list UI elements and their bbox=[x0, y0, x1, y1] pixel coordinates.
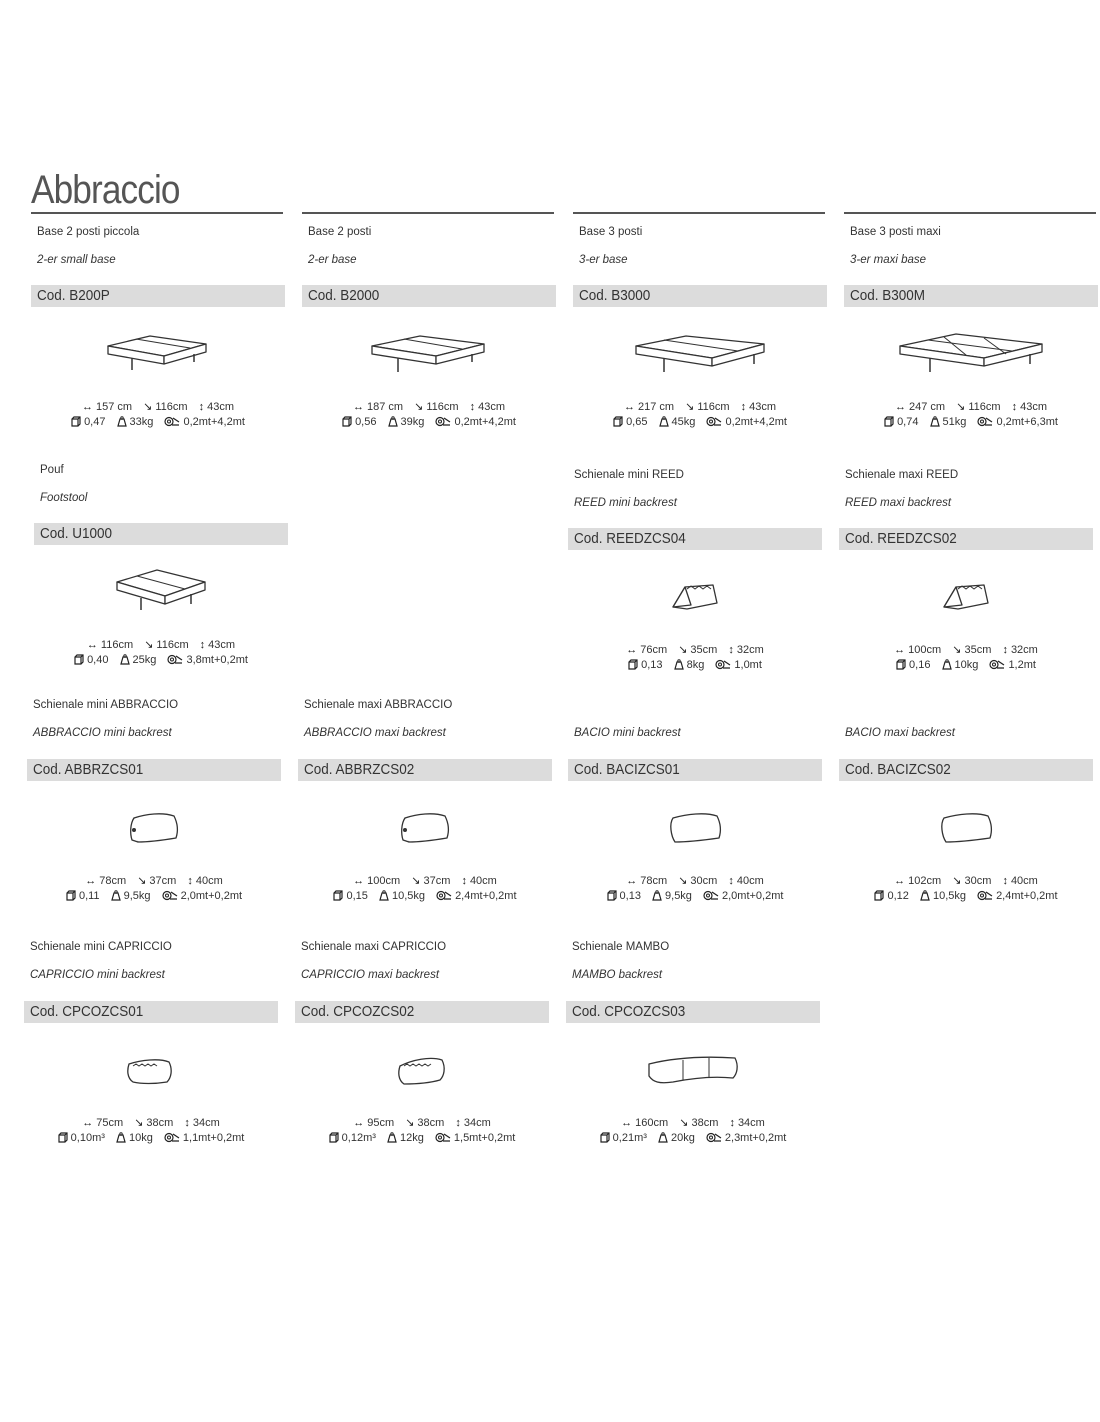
product-name: Schienale mini CAPRICCIO bbox=[30, 941, 172, 953]
product-illustration bbox=[568, 793, 822, 863]
product-card bbox=[27, 699, 283, 929]
product-illustration bbox=[31, 319, 285, 389]
depth-arrow-icon: ↘ bbox=[678, 875, 688, 887]
weight-icon bbox=[659, 416, 669, 427]
height-value: 34cm bbox=[192, 1117, 220, 1129]
product-illustration bbox=[27, 793, 281, 863]
volume-value: 0,13 bbox=[619, 890, 641, 902]
depth-value: 116cm bbox=[426, 401, 459, 413]
weight-icon bbox=[674, 659, 684, 670]
depth-value: 116cm bbox=[155, 401, 188, 413]
depth-value: 37cm bbox=[423, 875, 451, 887]
weight-value: 10,5kg bbox=[391, 890, 425, 902]
width-value: 76cm bbox=[640, 644, 668, 656]
volume-icon bbox=[342, 416, 352, 427]
package-roll-icon bbox=[977, 890, 993, 901]
depth-value: 37cm bbox=[149, 875, 177, 887]
dimensions-row bbox=[839, 643, 1093, 656]
product-subtitle: CAPRICCIO mini backrest bbox=[30, 969, 165, 981]
height-arrow-icon: ↕ bbox=[187, 875, 193, 887]
product-code-bar bbox=[31, 285, 285, 307]
dimensions-row bbox=[34, 638, 288, 651]
product-subtitle: MAMBO backrest bbox=[572, 969, 663, 981]
width-value: 157 cm bbox=[95, 401, 133, 413]
width-value: 100cm bbox=[367, 875, 401, 887]
volume-value: 0,12 bbox=[887, 890, 909, 902]
product-code-bar bbox=[568, 528, 822, 550]
product-name: Base 2 posti piccola bbox=[37, 226, 140, 238]
volume-value: 0,10m³ bbox=[70, 1132, 105, 1144]
product-subtitle: CAPRICCIO maxi backrest bbox=[301, 969, 440, 981]
height-arrow-icon: ↕ bbox=[184, 1117, 190, 1129]
depth-arrow-icon: ↘ bbox=[405, 1117, 415, 1129]
product-illustration bbox=[839, 562, 1093, 632]
product-illustration bbox=[573, 319, 827, 389]
product-code-bar bbox=[24, 1001, 278, 1023]
weight-icon bbox=[920, 890, 930, 901]
width-arrow-icon: ↔ bbox=[626, 644, 638, 656]
width-arrow-icon: ↔ bbox=[352, 401, 364, 413]
product-card bbox=[302, 226, 558, 456]
height-arrow-icon: ↕ bbox=[728, 644, 734, 656]
product-code-bar bbox=[844, 285, 1098, 307]
volume-value: 0,11 bbox=[78, 890, 100, 902]
package-value: 2,0mt+0,2mt bbox=[722, 890, 784, 902]
package-roll-icon bbox=[435, 1132, 451, 1143]
product-code: Cod. U1000 bbox=[40, 525, 113, 542]
package-value: 2,4mt+0,2mt bbox=[996, 890, 1058, 902]
depth-value: 38cm bbox=[146, 1117, 174, 1129]
product-code-bar bbox=[839, 528, 1093, 550]
width-arrow-icon: ↔ bbox=[626, 875, 638, 887]
product-card bbox=[844, 226, 1100, 456]
product-card bbox=[839, 699, 1095, 929]
height-arrow-icon: ↕ bbox=[461, 875, 467, 887]
volume-value: 0,65 bbox=[626, 416, 648, 428]
volume-icon bbox=[600, 1132, 610, 1143]
product-name: Pouf bbox=[40, 464, 64, 476]
height-value: 34cm bbox=[737, 1117, 765, 1129]
product-code-bar bbox=[568, 759, 822, 781]
dimensions-row bbox=[31, 400, 285, 413]
package-value: 2,3mt+0,2mt bbox=[724, 1132, 787, 1144]
package-value: 3,8mt+0,2mt bbox=[186, 654, 248, 666]
volume-icon bbox=[66, 890, 76, 901]
product-name: Schienale maxi REED bbox=[845, 469, 959, 481]
product-card bbox=[31, 226, 287, 456]
product-code: Cod. BACIZCS01 bbox=[574, 761, 680, 778]
volume-icon bbox=[628, 659, 638, 670]
weight-value: 51kg bbox=[942, 416, 967, 428]
product-code: Cod. CPCOZCS01 bbox=[30, 1003, 144, 1020]
product-code: Cod. ABBRZCS02 bbox=[304, 761, 415, 778]
package-value: 0,2mt+4,2mt bbox=[725, 416, 787, 428]
depth-arrow-icon: ↘ bbox=[956, 401, 966, 413]
volume-icon bbox=[874, 890, 884, 901]
volume-value: 0,74 bbox=[897, 416, 919, 428]
title-rule bbox=[31, 212, 283, 214]
packaging-row bbox=[302, 416, 556, 428]
depth-arrow-icon: ↘ bbox=[134, 1117, 144, 1129]
product-illustration bbox=[839, 793, 1093, 863]
weight-value: 8kg bbox=[686, 659, 705, 671]
dimensions-row bbox=[839, 874, 1093, 887]
packaging-row bbox=[298, 890, 552, 902]
product-card bbox=[34, 464, 290, 694]
dimensions-row bbox=[27, 874, 281, 887]
dimensions-row bbox=[573, 400, 827, 413]
height-value: 40cm bbox=[195, 875, 223, 887]
dimensions-row bbox=[295, 1116, 549, 1129]
packaging-row bbox=[566, 1132, 820, 1144]
weight-icon bbox=[116, 1132, 126, 1143]
volume-value: 0,15 bbox=[346, 890, 368, 902]
package-roll-icon bbox=[977, 416, 993, 427]
package-value: 2,4mt+0,2mt bbox=[455, 890, 517, 902]
weight-value: 33kg bbox=[129, 416, 154, 428]
weight-icon bbox=[942, 659, 952, 670]
height-value: 34cm bbox=[463, 1117, 491, 1129]
product-subtitle: 3-er maxi base bbox=[850, 254, 927, 266]
depth-arrow-icon: ↘ bbox=[137, 875, 147, 887]
depth-arrow-icon: ↘ bbox=[144, 639, 154, 651]
packaging-row bbox=[24, 1132, 278, 1144]
weight-value: 25kg bbox=[132, 654, 157, 666]
height-arrow-icon: ↕ bbox=[729, 1117, 735, 1129]
product-code-bar bbox=[573, 285, 827, 307]
packaging-row bbox=[568, 659, 822, 671]
width-arrow-icon: ↔ bbox=[85, 875, 97, 887]
package-value: 1,2mt bbox=[1008, 659, 1036, 671]
weight-icon bbox=[387, 1132, 397, 1143]
depth-value: 116cm bbox=[968, 401, 1001, 413]
width-value: 75cm bbox=[96, 1117, 124, 1129]
product-subtitle: ABBRACCIO mini backrest bbox=[33, 727, 172, 739]
product-illustration bbox=[34, 557, 288, 627]
width-arrow-icon: ↔ bbox=[621, 1117, 633, 1129]
package-roll-icon bbox=[703, 890, 719, 901]
product-subtitle: BACIO maxi backrest bbox=[845, 727, 955, 739]
depth-arrow-icon: ↘ bbox=[952, 644, 962, 656]
volume-icon bbox=[74, 654, 84, 665]
product-code-bar bbox=[298, 759, 552, 781]
width-arrow-icon: ↔ bbox=[894, 875, 906, 887]
width-value: 78cm bbox=[640, 875, 668, 887]
product-card bbox=[839, 469, 1095, 699]
product-card bbox=[24, 941, 280, 1171]
volume-value: 0,40 bbox=[87, 654, 109, 666]
volume-icon bbox=[71, 416, 81, 427]
volume-value: 0,12m³ bbox=[341, 1132, 376, 1144]
product-subtitle: REED mini backrest bbox=[574, 497, 677, 509]
packaging-row bbox=[568, 890, 822, 902]
package-value: 1,0mt bbox=[734, 659, 762, 671]
dimensions-row bbox=[302, 400, 556, 413]
depth-arrow-icon: ↘ bbox=[143, 401, 153, 413]
depth-arrow-icon: ↘ bbox=[414, 401, 424, 413]
volume-value: 0,13 bbox=[641, 659, 663, 671]
product-subtitle: 2-er base bbox=[308, 254, 357, 266]
product-illustration bbox=[298, 793, 552, 863]
package-roll-icon bbox=[162, 890, 178, 901]
product-card bbox=[295, 941, 551, 1171]
product-subtitle: BACIO mini backrest bbox=[574, 727, 681, 739]
height-value: 43cm bbox=[207, 401, 235, 413]
volume-icon bbox=[329, 1132, 339, 1143]
product-code: Cod. REEDZCS02 bbox=[845, 530, 957, 547]
width-value: 95cm bbox=[367, 1117, 395, 1129]
product-code-bar bbox=[566, 1001, 820, 1023]
dimensions-row bbox=[298, 874, 552, 887]
depth-arrow-icon: ↘ bbox=[685, 401, 695, 413]
width-arrow-icon: ↔ bbox=[353, 875, 365, 887]
title-rule bbox=[302, 212, 554, 214]
width-value: 217 cm bbox=[637, 401, 675, 413]
volume-icon bbox=[896, 659, 906, 670]
width-value: 247 cm bbox=[908, 401, 946, 413]
volume-value: 0,21m³ bbox=[612, 1132, 647, 1144]
product-code-bar bbox=[302, 285, 556, 307]
depth-value: 30cm bbox=[964, 875, 992, 887]
height-arrow-icon: ↕ bbox=[198, 401, 205, 413]
weight-value: 10kg bbox=[954, 659, 979, 671]
packaging-row bbox=[34, 654, 288, 666]
product-code: Cod. CPCOZCS02 bbox=[301, 1003, 415, 1020]
product-code-bar bbox=[839, 759, 1093, 781]
depth-arrow-icon: ↘ bbox=[952, 875, 962, 887]
height-value: 40cm bbox=[736, 875, 764, 887]
product-card bbox=[573, 226, 829, 456]
volume-value: 0,56 bbox=[355, 416, 377, 428]
weight-value: 10kg bbox=[128, 1132, 153, 1144]
package-value: 1,5mt+0,2mt bbox=[453, 1132, 516, 1144]
product-subtitle: Footstool bbox=[40, 492, 88, 504]
page-title: Abbraccio bbox=[31, 168, 180, 212]
product-name: Schienale mini REED bbox=[574, 469, 684, 481]
packaging-row bbox=[573, 416, 827, 428]
width-value: 116cm bbox=[100, 639, 134, 651]
weight-value: 9,5kg bbox=[123, 890, 151, 902]
package-roll-icon bbox=[167, 654, 183, 665]
product-illustration bbox=[844, 319, 1098, 389]
height-value: 43cm bbox=[208, 639, 236, 651]
volume-icon bbox=[884, 416, 894, 427]
height-arrow-icon: ↕ bbox=[1002, 644, 1008, 656]
volume-icon bbox=[607, 890, 617, 901]
package-roll-icon bbox=[706, 1132, 722, 1143]
product-card bbox=[568, 699, 824, 929]
height-value: 40cm bbox=[1010, 875, 1038, 887]
product-subtitle: ABBRACCIO maxi backrest bbox=[304, 727, 446, 739]
packaging-row bbox=[31, 416, 285, 428]
product-name: Base 3 posti maxi bbox=[850, 226, 941, 238]
product-illustration bbox=[568, 562, 822, 632]
package-roll-icon bbox=[715, 659, 731, 670]
volume-value: 0,16 bbox=[909, 659, 931, 671]
product-code-bar bbox=[27, 759, 281, 781]
depth-arrow-icon: ↘ bbox=[411, 875, 421, 887]
product-code: Cod. B3000 bbox=[579, 287, 651, 304]
package-roll-icon bbox=[164, 1132, 180, 1143]
width-arrow-icon: ↔ bbox=[623, 401, 635, 413]
width-arrow-icon: ↔ bbox=[353, 1117, 365, 1129]
volume-icon bbox=[613, 416, 623, 427]
product-code: Cod. CPCOZCS03 bbox=[572, 1003, 686, 1020]
package-roll-icon bbox=[435, 416, 451, 427]
width-arrow-icon: ↔ bbox=[894, 644, 906, 656]
package-value: 0,2mt+6,3mt bbox=[996, 416, 1058, 428]
weight-icon bbox=[120, 654, 130, 665]
product-subtitle: 2-er small base bbox=[37, 254, 116, 266]
width-value: 78cm bbox=[99, 875, 127, 887]
weight-icon bbox=[652, 890, 662, 901]
weight-value: 20kg bbox=[670, 1132, 695, 1144]
product-name: Schienale MAMBO bbox=[572, 941, 670, 953]
height-value: 40cm bbox=[469, 875, 497, 887]
weight-value: 45kg bbox=[671, 416, 696, 428]
product-name: Schienale maxi ABBRACCIO bbox=[304, 699, 453, 711]
height-value: 43cm bbox=[1020, 401, 1048, 413]
depth-arrow-icon: ↘ bbox=[679, 1117, 689, 1129]
height-arrow-icon: ↕ bbox=[728, 875, 734, 887]
width-value: 100cm bbox=[908, 644, 942, 656]
height-value: 32cm bbox=[1010, 644, 1038, 656]
width-arrow-icon: ↔ bbox=[82, 1117, 94, 1129]
package-value: 1,1mt+0,2mt bbox=[182, 1132, 245, 1144]
height-arrow-icon: ↕ bbox=[1002, 875, 1008, 887]
depth-value: 30cm bbox=[690, 875, 718, 887]
package-roll-icon bbox=[706, 416, 722, 427]
height-arrow-icon: ↕ bbox=[469, 401, 476, 413]
product-code-bar bbox=[34, 523, 288, 545]
product-illustration bbox=[566, 1035, 820, 1105]
dimensions-row bbox=[566, 1116, 820, 1129]
package-roll-icon bbox=[436, 890, 452, 901]
packaging-row bbox=[295, 1132, 549, 1144]
volume-value: 0,47 bbox=[84, 416, 106, 428]
product-name: Schienale maxi CAPRICCIO bbox=[301, 941, 447, 953]
height-arrow-icon: ↕ bbox=[1011, 401, 1018, 413]
height-arrow-icon: ↕ bbox=[199, 639, 206, 651]
product-subtitle: 3-er base bbox=[579, 254, 628, 266]
product-illustration bbox=[302, 319, 556, 389]
product-name: Base 2 posti bbox=[308, 226, 372, 238]
width-arrow-icon: ↔ bbox=[81, 401, 93, 413]
weight-icon bbox=[111, 890, 121, 901]
dimensions-row bbox=[568, 643, 822, 656]
product-code: Cod. B2000 bbox=[308, 287, 380, 304]
title-rule bbox=[844, 212, 1096, 214]
product-card bbox=[568, 469, 824, 699]
volume-icon bbox=[58, 1132, 68, 1143]
weight-value: 9,5kg bbox=[665, 890, 692, 902]
product-card bbox=[298, 699, 554, 929]
weight-icon bbox=[658, 1132, 668, 1143]
width-value: 102cm bbox=[908, 875, 942, 887]
dimensions-row bbox=[568, 874, 822, 887]
height-value: 43cm bbox=[478, 401, 506, 413]
width-arrow-icon: ↔ bbox=[86, 639, 98, 651]
weight-value: 12kg bbox=[399, 1132, 424, 1144]
depth-value: 38cm bbox=[417, 1117, 445, 1129]
weight-icon bbox=[117, 416, 127, 427]
weight-value: 10,5kg bbox=[932, 890, 966, 902]
dimensions-row bbox=[844, 400, 1098, 413]
package-roll-icon bbox=[989, 659, 1005, 670]
height-arrow-icon: ↕ bbox=[740, 401, 747, 413]
depth-value: 116cm bbox=[156, 639, 189, 651]
package-value: 0,2mt+4,2mt bbox=[183, 416, 245, 428]
product-code: Cod. ABBRZCS01 bbox=[33, 761, 144, 778]
package-value: 0,2mt+4,2mt bbox=[454, 416, 516, 428]
product-illustration bbox=[24, 1035, 278, 1105]
dimensions-row bbox=[24, 1116, 278, 1129]
width-value: 187 cm bbox=[366, 401, 404, 413]
weight-icon bbox=[930, 416, 940, 427]
width-value: 160cm bbox=[635, 1117, 669, 1129]
volume-icon bbox=[333, 890, 343, 901]
depth-value: 116cm bbox=[697, 401, 730, 413]
packaging-row bbox=[839, 659, 1093, 671]
weight-icon bbox=[388, 416, 398, 427]
product-card bbox=[566, 941, 822, 1171]
packaging-row bbox=[839, 890, 1093, 902]
product-name: Schienale mini ABBRACCIO bbox=[33, 699, 179, 711]
weight-value: 39kg bbox=[400, 416, 425, 428]
height-value: 32cm bbox=[736, 644, 764, 656]
packaging-row bbox=[844, 416, 1098, 428]
product-name: Base 3 posti bbox=[579, 226, 643, 238]
depth-value: 35cm bbox=[964, 644, 992, 656]
product-code: Cod. BACIZCS02 bbox=[845, 761, 951, 778]
height-value: 43cm bbox=[749, 401, 777, 413]
depth-value: 38cm bbox=[691, 1117, 719, 1129]
depth-value: 35cm bbox=[690, 644, 718, 656]
package-roll-icon bbox=[164, 416, 180, 427]
product-code: Cod. B200P bbox=[37, 287, 110, 304]
package-value: 2,0mt+0,2mt bbox=[180, 890, 243, 902]
product-code-bar bbox=[295, 1001, 549, 1023]
product-illustration bbox=[295, 1035, 549, 1105]
height-arrow-icon: ↕ bbox=[455, 1117, 461, 1129]
product-code: Cod. REEDZCS04 bbox=[574, 530, 686, 547]
width-arrow-icon: ↔ bbox=[894, 401, 906, 413]
depth-arrow-icon: ↘ bbox=[678, 644, 688, 656]
weight-icon bbox=[379, 890, 389, 901]
packaging-row bbox=[27, 890, 281, 902]
product-subtitle: REED maxi backrest bbox=[845, 497, 952, 509]
title-rule bbox=[573, 212, 825, 214]
product-code: Cod. B300M bbox=[850, 287, 926, 304]
